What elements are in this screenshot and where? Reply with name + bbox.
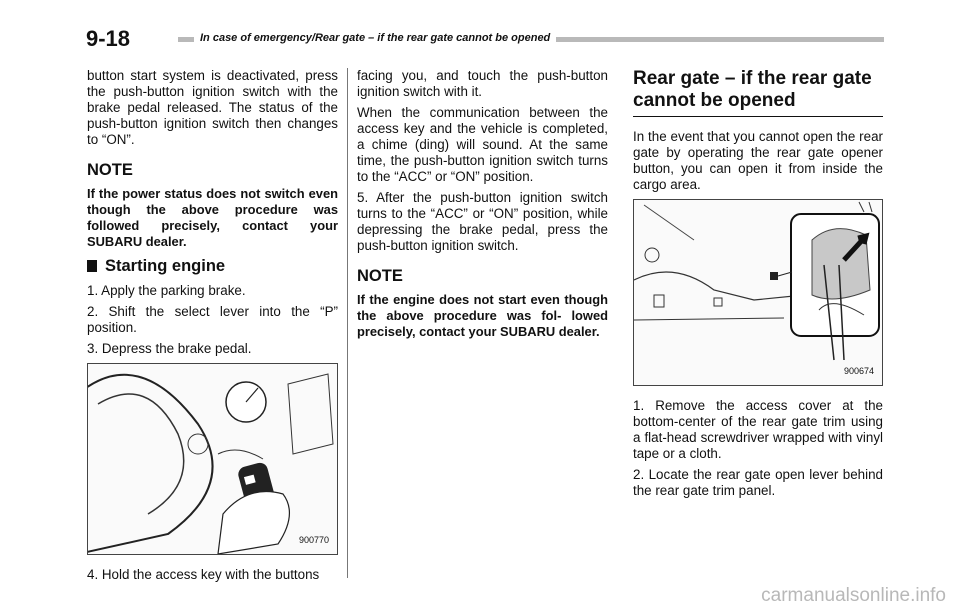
column-3 [633, 68, 883, 504]
step-5: 5. After the push-button ignition switch turns to the “ACC” or “ON” position, while depressing the brake pedal, press the push-button ignition switch. [357, 190, 608, 253]
column-divider [347, 68, 348, 578]
intro-text: button start system is deactivated, press the push-button ignition switch with the brake pedal released. The status of the push-button ignition switch then changes to “ON”. [87, 68, 338, 147]
step-1: 1. Apply the parking brake. [87, 283, 246, 298]
watermark: carmanualsonline.info [761, 585, 946, 606]
note-title-2: NOTE [357, 267, 403, 285]
figure-push-button-ignition [87, 363, 338, 555]
section-title: Starting engine [105, 257, 226, 275]
page-number: 9-18 [86, 26, 131, 51]
column-2 [357, 68, 608, 348]
section-marker-icon [87, 260, 97, 272]
communication-text: When the communication between the access key and the vehicle is completed, a chime (ding) will sound. At the same time, the push-button ignition switch turns to the “ACC” or “ON” position. [357, 105, 608, 184]
illustration-ignition [88, 364, 339, 554]
rear-gate-intro: In the event that you cannot open the rear gate by operating the rear gate opener button, you can open it from inside the cargo area. [633, 129, 883, 192]
section-starting-engine [87, 258, 338, 274]
illustration-rear-gate [634, 200, 884, 385]
section-heading-rear-gate: Rear gate – if the rear gate cannot be opened [633, 68, 883, 117]
rear-gate-step-1: 1. Remove the access cover at the bottom-center of the rear gate trim using a flat-head screwdriver wrapped with vinyl tape or a cloth. [633, 398, 883, 461]
step-3: 3. Depress the brake pedal. [87, 341, 252, 356]
figure-rear-gate-trim [633, 199, 883, 386]
note-text-2: If the engine does not start even though the above procedure was fol- lowed precisely, contact your SUBARU dealer. [357, 292, 608, 339]
rear-gate-step-2: 2. Locate the rear gate open lever behind the rear gate trim panel. [633, 467, 883, 498]
figure-code: 900770 [298, 535, 329, 545]
column-1 [87, 68, 338, 588]
note-text: If the power status does not switch even though the above procedure was followed precisely, contact your SUBARU dealer. [87, 186, 338, 249]
header-title: In case of emergency/Rear gate – if the rear gate cannot be opened [194, 30, 556, 46]
step-2: 2. Shift the select lever into the “P” position. [87, 304, 338, 335]
step-4: 4. Hold the access key with the buttons [87, 567, 320, 582]
note-title: NOTE [87, 161, 133, 179]
figure-code-2: 900674 [843, 366, 874, 376]
step-4-continued: facing you, and touch the push-button ignition switch with it. [357, 68, 608, 99]
page-header [46, 26, 884, 52]
